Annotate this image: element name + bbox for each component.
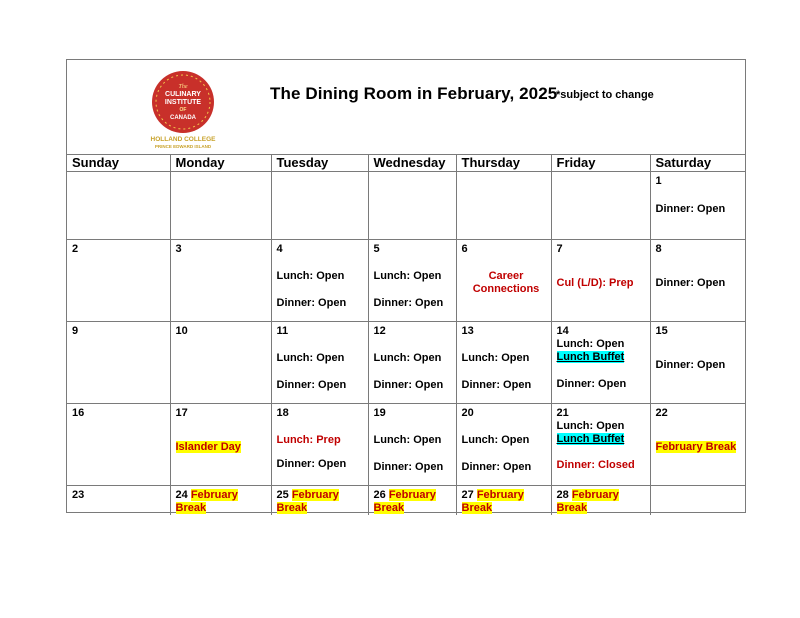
break-label: February Break	[276, 488, 339, 514]
day-cell-15	[650, 321, 745, 403]
week-row-4	[67, 403, 745, 485]
day-number: 19	[373, 406, 386, 419]
day-cell-2	[67, 239, 170, 321]
svg-text:INSTITUTE: INSTITUTE	[164, 99, 202, 106]
day-number: 4	[276, 242, 283, 255]
dinner-status: Dinner: Open	[373, 296, 444, 309]
day-number: 1	[655, 174, 662, 187]
day-cell-28	[551, 485, 650, 515]
break-label: February Break	[556, 488, 619, 514]
day-number: 5	[373, 242, 380, 255]
break-label: February Break	[655, 440, 737, 453]
day-cell-17	[170, 403, 271, 485]
dinner-status: Dinner: Open	[655, 202, 726, 215]
day-number: 9	[72, 324, 79, 337]
weekday-monday: Monday	[170, 154, 271, 171]
dinner-status: Dinner: Open	[461, 460, 532, 473]
day-cell-empty	[368, 171, 456, 239]
day-cell-23	[67, 485, 170, 515]
day-cell-1	[650, 171, 745, 239]
day-number: 13	[461, 324, 474, 337]
weekday-saturday: Saturday	[650, 154, 745, 171]
dinner-status: Dinner: Closed	[556, 458, 635, 471]
day-cell-4	[271, 239, 368, 321]
day-number: 7	[556, 242, 563, 255]
day-number: 18	[276, 406, 289, 419]
lunch-status: Lunch: Prep	[276, 433, 341, 446]
break-label: Break	[373, 501, 405, 514]
day-cell-13	[456, 321, 551, 403]
day-number: 12	[373, 324, 386, 337]
svg-text:CULINARY: CULINARY	[165, 91, 201, 98]
day-number: 3	[175, 242, 182, 255]
weekday-header-row	[67, 154, 745, 171]
day-cell-empty	[456, 171, 551, 239]
calendar-document	[66, 59, 746, 513]
week-row-5	[67, 485, 745, 515]
day-cell-27	[456, 485, 551, 515]
dinner-status: Dinner: Open	[655, 276, 726, 289]
break-label: February Break	[175, 488, 238, 514]
week-row-2	[67, 239, 745, 321]
event-label: Connections	[472, 282, 540, 295]
holiday-label: Islander Day	[175, 440, 241, 453]
lunch-buffet-label: Lunch Buffet	[556, 432, 625, 445]
dinner-status: Dinner: Open	[373, 378, 444, 391]
dinner-status: Dinner: Open	[276, 457, 347, 470]
week-row-1	[67, 171, 745, 239]
svg-text:The: The	[178, 84, 188, 90]
day-cell-25	[271, 485, 368, 515]
day-number: 28	[556, 488, 569, 501]
lunch-status: Lunch: Open	[373, 351, 442, 364]
day-number: 24	[175, 488, 188, 501]
day-number: 14	[556, 324, 569, 337]
day-cell-26	[368, 485, 456, 515]
event-label: Career	[488, 269, 524, 282]
dinner-status: Dinner: Open	[276, 378, 347, 391]
break-label: February	[476, 488, 524, 501]
calendar-grid	[67, 154, 745, 515]
svg-text:HOLLAND COLLEGE: HOLLAND COLLEGE	[150, 136, 216, 143]
day-number: 2	[72, 242, 79, 255]
day-number: 8	[655, 242, 662, 255]
day-number: 21	[556, 406, 569, 419]
day-number: 27	[461, 488, 474, 501]
day-cell-7	[551, 239, 650, 321]
page-title: The Dining Room in February, 2025	[270, 84, 558, 103]
day-cell-5	[368, 239, 456, 321]
lunch-buffet-label: Lunch Buffet	[556, 350, 625, 363]
day-number: 6	[461, 242, 468, 255]
day-cell-empty	[271, 171, 368, 239]
day-number: 15	[655, 324, 668, 337]
lunch-status: Lunch: Open	[373, 433, 442, 446]
weekday-friday: Friday	[551, 154, 650, 171]
day-number: 17	[175, 406, 188, 419]
week-row-3	[67, 321, 745, 403]
lunch-status: Lunch: Open	[276, 351, 345, 364]
day-cell-11	[271, 321, 368, 403]
svg-text:PRINCE EDWARD ISLAND: PRINCE EDWARD ISLAND	[154, 144, 212, 149]
lunch-status: Lunch: Open	[461, 351, 530, 364]
day-cell-16	[67, 403, 170, 485]
day-number: 20	[461, 406, 474, 419]
dinner-status: Dinner: Open	[373, 460, 444, 473]
day-number: 23	[72, 488, 85, 501]
day-cell-18	[271, 403, 368, 485]
break-label: February	[388, 488, 436, 501]
day-cell-24	[170, 485, 271, 515]
day-cell-empty	[551, 171, 650, 239]
day-cell-9	[67, 321, 170, 403]
day-cell-8	[650, 239, 745, 321]
dinner-status: Dinner: Open	[276, 296, 347, 309]
event-label: Cul (L/D): Prep	[556, 276, 634, 289]
day-number: 11	[276, 324, 289, 337]
day-cell-3	[170, 239, 271, 321]
dinner-status: Dinner: Open	[655, 358, 726, 371]
day-cell-21	[551, 403, 650, 485]
day-cell-19	[368, 403, 456, 485]
day-number: 26	[373, 488, 386, 501]
day-cell-empty	[170, 171, 271, 239]
lunch-status: Lunch: Open	[461, 433, 530, 446]
svg-text:OF: OF	[179, 107, 187, 113]
lunch-status: Lunch: Open	[556, 419, 625, 432]
weekday-tuesday: Tuesday	[271, 154, 368, 171]
day-cell-empty	[650, 485, 745, 515]
weekday-thursday: Thursday	[456, 154, 551, 171]
day-number: 25	[276, 488, 289, 501]
lunch-status: Lunch: Open	[276, 269, 345, 282]
lunch-status: Lunch: Open	[373, 269, 442, 282]
dinner-status: Dinner: Open	[556, 377, 627, 390]
day-number: 10	[175, 324, 188, 337]
break-label: Break	[461, 501, 493, 514]
day-cell-6	[456, 239, 551, 321]
day-cell-empty	[67, 171, 170, 239]
lunch-status: Lunch: Open	[556, 337, 625, 350]
weekday-sunday: Sunday	[67, 154, 170, 171]
day-cell-20	[456, 403, 551, 485]
day-cell-22	[650, 403, 745, 485]
day-cell-10	[170, 321, 271, 403]
day-cell-12	[368, 321, 456, 403]
day-number: 22	[655, 406, 668, 419]
dinner-status: Dinner: Open	[461, 378, 532, 391]
subject-to-change-note: *subject to change	[556, 89, 654, 101]
weekday-wednesday: Wednesday	[368, 154, 456, 171]
calendar-header	[67, 60, 745, 155]
svg-text:CANADA: CANADA	[170, 115, 196, 121]
culinary-institute-logo	[143, 70, 223, 152]
day-number: 16	[72, 406, 85, 419]
day-cell-14	[551, 321, 650, 403]
